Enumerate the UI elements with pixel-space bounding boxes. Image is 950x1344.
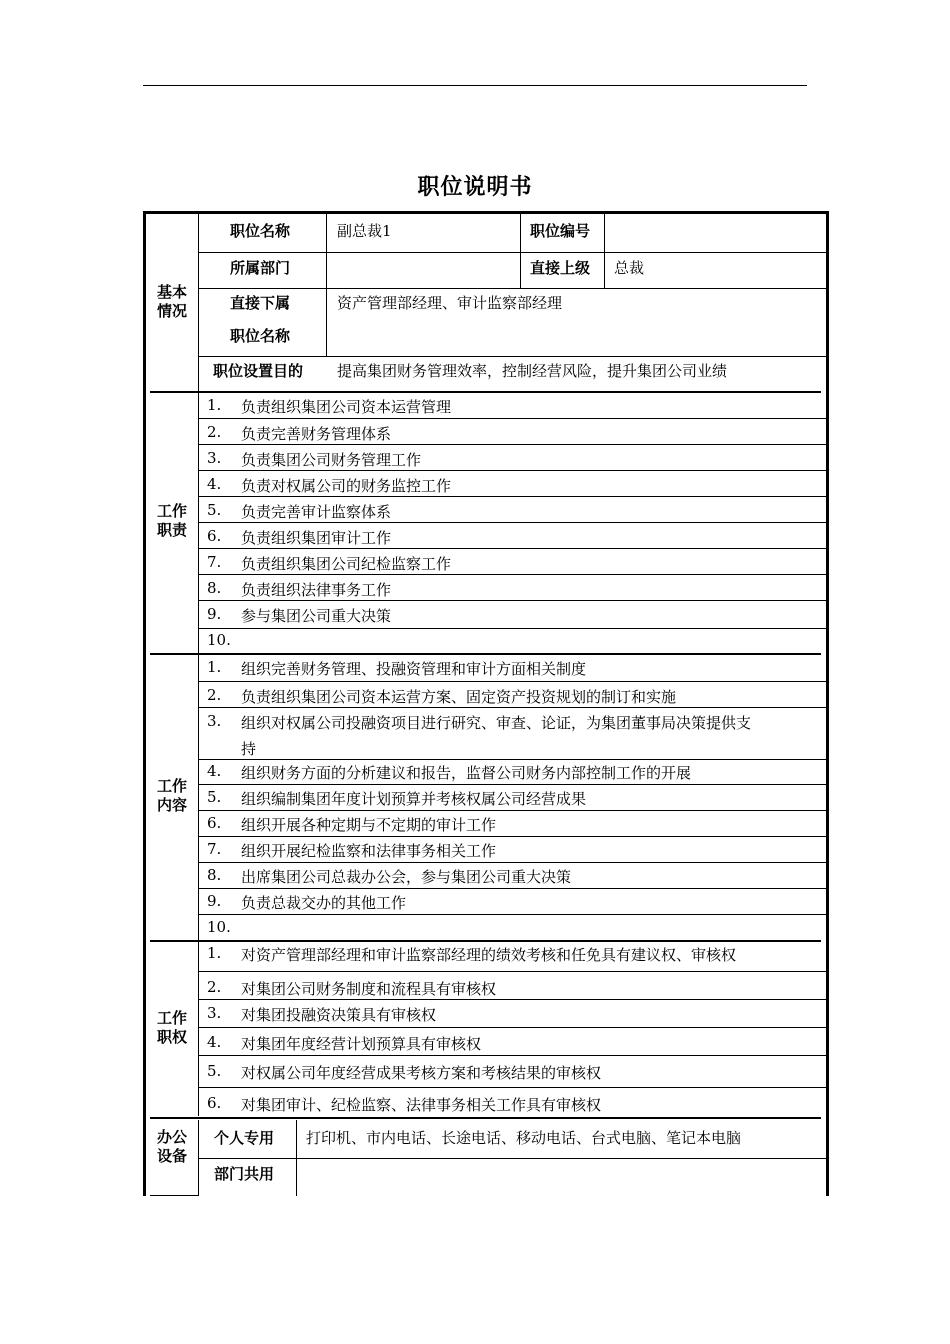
duties-item-number: 5. bbox=[207, 501, 222, 519]
row-divider bbox=[198, 522, 826, 523]
col-divider bbox=[198, 214, 199, 394]
subordinate-value: 资产管理部经理、审计监察部经理 bbox=[337, 294, 563, 312]
row-divider bbox=[198, 628, 826, 629]
row-divider bbox=[198, 418, 826, 419]
section-divider bbox=[150, 940, 821, 942]
content-item-text: 组织完善财务管理、投融资管理和审计方面相关制度 bbox=[241, 660, 587, 678]
section-divider bbox=[150, 1117, 821, 1119]
duties-item-text: 负责完善审计监察体系 bbox=[241, 503, 392, 521]
content-item-number: 9. bbox=[207, 892, 222, 910]
authority-item-number: 1. bbox=[207, 944, 222, 962]
subordinate-label: 直接下属 bbox=[230, 294, 291, 312]
duties-item-text: 负责组织集团公司纪检监察工作 bbox=[241, 555, 452, 573]
authority-item-text: 对集团投融资决策具有审核权 bbox=[241, 1006, 437, 1024]
section-authority: 工作 职权 bbox=[156, 1009, 187, 1046]
row-divider bbox=[198, 681, 826, 682]
row-divider bbox=[198, 888, 826, 889]
content-item-text: 组织开展各种定期与不定期的审计工作 bbox=[241, 816, 497, 834]
duties-item-number: 9. bbox=[207, 605, 222, 623]
duties-item-text: 负责完善财务管理体系 bbox=[241, 425, 392, 443]
content-item-number: 8. bbox=[207, 866, 222, 884]
content-item-number: 1. bbox=[207, 658, 222, 676]
duties-item-text: 负责组织集团公司资本运营管理 bbox=[241, 398, 452, 416]
row-divider bbox=[198, 810, 826, 811]
duties-item-number: 2. bbox=[207, 423, 222, 441]
duties-item-text: 负责对权属公司的财务监控工作 bbox=[241, 477, 452, 495]
row-divider bbox=[198, 862, 826, 863]
row-divider bbox=[198, 784, 826, 785]
section-equipment: 办公 设备 bbox=[156, 1128, 187, 1165]
duties-item-number: 4. bbox=[207, 475, 222, 493]
position-name-label: 职位名称 bbox=[230, 222, 291, 240]
content-item-text: 组织财务方面的分析建议和报告，监督公司财务内部控制工作的开展 bbox=[241, 764, 692, 782]
section-duties: 工作 职责 bbox=[156, 502, 187, 539]
duties-item-number: 10. bbox=[207, 631, 231, 649]
content-item-text-cont: 持 bbox=[241, 740, 257, 758]
section-divider bbox=[150, 653, 821, 655]
row-divider bbox=[198, 707, 826, 708]
content-item-text: 组织开展纪检监察和法律事务相关工作 bbox=[241, 842, 497, 860]
row-divider bbox=[198, 836, 826, 837]
row-divider bbox=[150, 1195, 198, 1196]
row-divider bbox=[198, 1158, 826, 1159]
duties-item-text: 参与集团公司重大决策 bbox=[241, 607, 392, 625]
row-divider bbox=[198, 999, 826, 1000]
row-divider bbox=[198, 1055, 826, 1056]
position-code-label: 职位编号 bbox=[530, 222, 591, 240]
row-divider bbox=[198, 600, 826, 601]
authority-item-number: 5. bbox=[207, 1062, 222, 1080]
duties-item-text: 负责组织集团审计工作 bbox=[241, 529, 392, 547]
content-item-text: 负责组织集团公司资本运营方案、固定资产投资规划的制订和实施 bbox=[241, 688, 677, 706]
duties-item-number: 1. bbox=[207, 396, 222, 414]
content-item-text: 组织编制集团年度计划预算并考核权属公司经营成果 bbox=[241, 790, 587, 808]
row-divider bbox=[198, 548, 826, 549]
col-divider bbox=[198, 394, 199, 1116]
row-divider bbox=[198, 252, 826, 253]
row-divider bbox=[198, 288, 826, 289]
section-basic: 基本 情况 bbox=[156, 283, 187, 320]
authority-item-text: 对权属公司年度经营成果考核方案和考核结果的审核权 bbox=[241, 1064, 602, 1082]
content-item-text: 出席集团公司总裁办公会，参与集团公司重大决策 bbox=[241, 868, 572, 886]
shared-equipment-label: 部门共用 bbox=[214, 1165, 275, 1183]
authority-item-text: 对集团审计、纪检监察、法律事务相关工作具有审核权 bbox=[241, 1096, 602, 1114]
content-item-text: 负责总裁交办的其他工作 bbox=[241, 894, 407, 912]
content-item-number: 3. bbox=[207, 712, 222, 730]
personal-equipment-label: 个人专用 bbox=[214, 1129, 275, 1147]
row-divider bbox=[198, 971, 826, 972]
duties-item-number: 8. bbox=[207, 579, 222, 597]
row-divider bbox=[198, 1027, 826, 1028]
row-divider bbox=[198, 759, 826, 760]
authority-item-number: 3. bbox=[207, 1004, 222, 1022]
col-divider bbox=[604, 214, 605, 288]
row-divider bbox=[198, 914, 826, 915]
duties-item-number: 6. bbox=[207, 527, 222, 545]
duties-item-number: 3. bbox=[207, 449, 222, 467]
superior-value: 总裁 bbox=[614, 259, 645, 277]
header-rule bbox=[143, 85, 807, 86]
row-divider bbox=[198, 356, 826, 357]
authority-item-number: 6. bbox=[207, 1094, 222, 1112]
row-divider bbox=[198, 574, 826, 575]
duties-item-text: 负责组织法律事务工作 bbox=[241, 581, 392, 599]
section-content: 工作 内容 bbox=[156, 777, 187, 814]
content-item-number: 5. bbox=[207, 788, 222, 806]
purpose-value: 提高集团财务管理效率，控制经营风险，提升集团公司业绩 bbox=[337, 362, 728, 380]
row-divider bbox=[198, 444, 826, 445]
content-item-number: 4. bbox=[207, 762, 222, 780]
authority-item-number: 4. bbox=[207, 1033, 222, 1051]
col-divider bbox=[326, 214, 327, 356]
document-title: 职位说明书 bbox=[417, 175, 533, 200]
row-divider bbox=[198, 470, 826, 471]
col-divider bbox=[520, 214, 521, 288]
authority-item-text: 对集团年度经营计划预算具有审核权 bbox=[241, 1035, 482, 1053]
duties-item-text: 负责集团公司财务管理工作 bbox=[241, 451, 422, 469]
position-name-value: 副总裁1 bbox=[337, 222, 392, 240]
row-divider bbox=[198, 1087, 826, 1088]
content-item-number: 10. bbox=[207, 918, 231, 936]
department-label: 所属部门 bbox=[230, 259, 291, 277]
content-item-number: 6. bbox=[207, 814, 222, 832]
content-item-number: 7. bbox=[207, 840, 222, 858]
personal-equipment-value: 打印机、市内电话、长途电话、移动电话、台式电脑、笔记本电脑 bbox=[306, 1129, 742, 1147]
row-divider bbox=[198, 496, 826, 497]
authority-item-number: 2. bbox=[207, 978, 222, 996]
content-item-number: 2. bbox=[207, 686, 222, 704]
purpose-label: 职位设置目的 bbox=[213, 362, 304, 380]
content-item-text: 组织对权属公司投融资项目进行研究、审查、论证，为集团董事局决策提供支 bbox=[241, 714, 752, 732]
authority-item-text: 对集团公司财务制度和流程具有审核权 bbox=[241, 980, 497, 998]
superior-label: 直接上级 bbox=[530, 259, 591, 277]
section-divider bbox=[150, 391, 821, 393]
authority-item-text: 对资产管理部经理和审计监察部经理的绩效考核和任免具有建议权、审核权 bbox=[241, 946, 737, 964]
subordinate-label-2: 职位名称 bbox=[230, 327, 291, 345]
duties-item-number: 7. bbox=[207, 553, 222, 571]
